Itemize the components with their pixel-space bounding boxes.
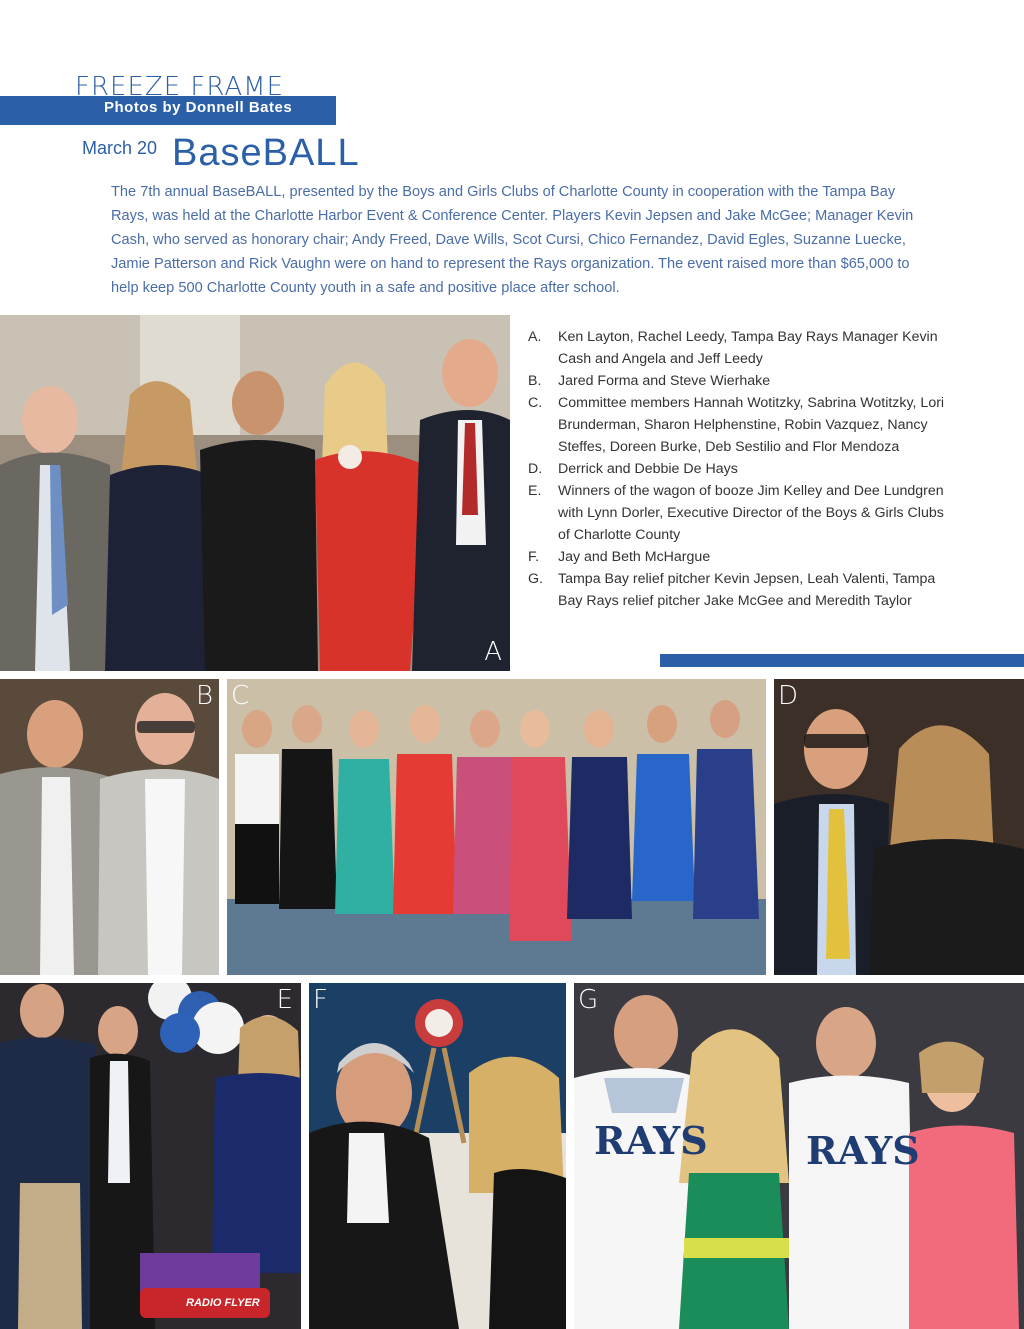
caption-letter: C. xyxy=(528,395,543,411)
photo-f xyxy=(309,983,566,1329)
caption-text: Tampa Bay relief pitcher Kevin Jepsen, Leah Valenti, Tampa Bay Rays relief pitcher Jake McGee and Meredith Taylor xyxy=(558,571,936,609)
accent-bar xyxy=(660,654,1024,667)
caption-item xyxy=(528,326,948,370)
caption-letter: B. xyxy=(528,373,542,389)
photo-c-image xyxy=(227,679,766,975)
photo-d-image xyxy=(774,679,1024,975)
caption-item xyxy=(528,546,948,568)
photo-a-image xyxy=(0,315,510,671)
photo-d-letter: D xyxy=(778,681,799,711)
photo-captions xyxy=(528,326,948,612)
caption-item xyxy=(528,480,948,546)
caption-letter: D. xyxy=(528,461,543,477)
photo-c-letter: C xyxy=(231,681,250,711)
caption-item xyxy=(528,568,948,612)
photo-f-letter: F xyxy=(313,985,328,1015)
caption-text: Winners of the wagon of booze Jim Kelley and Dee Lundgren with Lynn Dorler, Executive Director of the Boys & Girls Clubs of Charlotte County xyxy=(558,483,944,543)
photo-g xyxy=(574,983,1024,1329)
photo-e xyxy=(0,983,301,1329)
photo-b xyxy=(0,679,219,975)
caption-text: Jared Forma and Steve Wierhake xyxy=(558,373,771,389)
event-title: BaseBALL xyxy=(172,132,360,174)
caption-text: Committee members Hannah Wotitzky, Sabrina Wotitzky, Lori Brunderman, Sharon Helphenstine, Robin Vazquez, Nancy Steffes, Doreen Burke, Deb Sestilio and Flor Mendoza xyxy=(558,395,945,455)
jersey-logo-text: RAYS xyxy=(806,1128,920,1173)
caption-text: Ken Layton, Rachel Leedy, Tampa Bay Rays Manager Kevin Cash and Angela and Jeff Leedy xyxy=(558,329,938,367)
photo-g-letter: G xyxy=(578,985,599,1015)
photo-e-letter: E xyxy=(276,985,293,1015)
caption-letter: F. xyxy=(528,549,540,565)
caption-item xyxy=(528,370,948,392)
caption-letter: A. xyxy=(528,329,542,345)
jersey-logo-text: RAYS xyxy=(594,1118,708,1163)
photo-a-letter: A xyxy=(484,637,502,667)
photo-f-image xyxy=(309,983,566,1329)
caption-letter: E. xyxy=(528,483,542,499)
photo-b-image xyxy=(0,679,219,975)
section-title: FREEZE FRAME xyxy=(75,72,284,96)
caption-letter: G. xyxy=(528,571,543,587)
photo-credit-bar xyxy=(0,96,336,125)
caption-item xyxy=(528,458,948,480)
photo-credit: Photos by Donnell Bates xyxy=(104,99,293,116)
caption-text: Jay and Beth McHargue xyxy=(558,549,711,565)
event-date: March 20 xyxy=(82,138,158,158)
photo-c xyxy=(227,679,766,975)
photo-d xyxy=(774,679,1024,975)
photo-e-image xyxy=(0,983,301,1329)
event-description: The 7th annual BaseBALL, presented by the Boys and Girls Clubs of Charlotte County in cooperation with the Tampa Bay Rays, was held at the Charlotte Harbor Event & Conference Center. Players Kevin Jepsen and Jake McGee; Manager Kevin Cash, who served as honorary chair; Andy Freed, Dave Wills, Scot Cursi, Chico Fernandez, David Egles, Suzanne Luecke, Jamie Patterson and Rick Vaughn were on hand to represent the Rays organization. The event raised more than $65,000 to help keep 500 Charlotte County youth in a safe and positive place after school. xyxy=(111,184,914,296)
caption-text: Derrick and Debbie De Hays xyxy=(558,461,738,477)
wagon-logo-text: RADIO FLYER xyxy=(186,1297,260,1309)
photo-a xyxy=(0,315,510,671)
photo-b-letter: B xyxy=(195,681,213,711)
caption-item xyxy=(528,392,948,458)
